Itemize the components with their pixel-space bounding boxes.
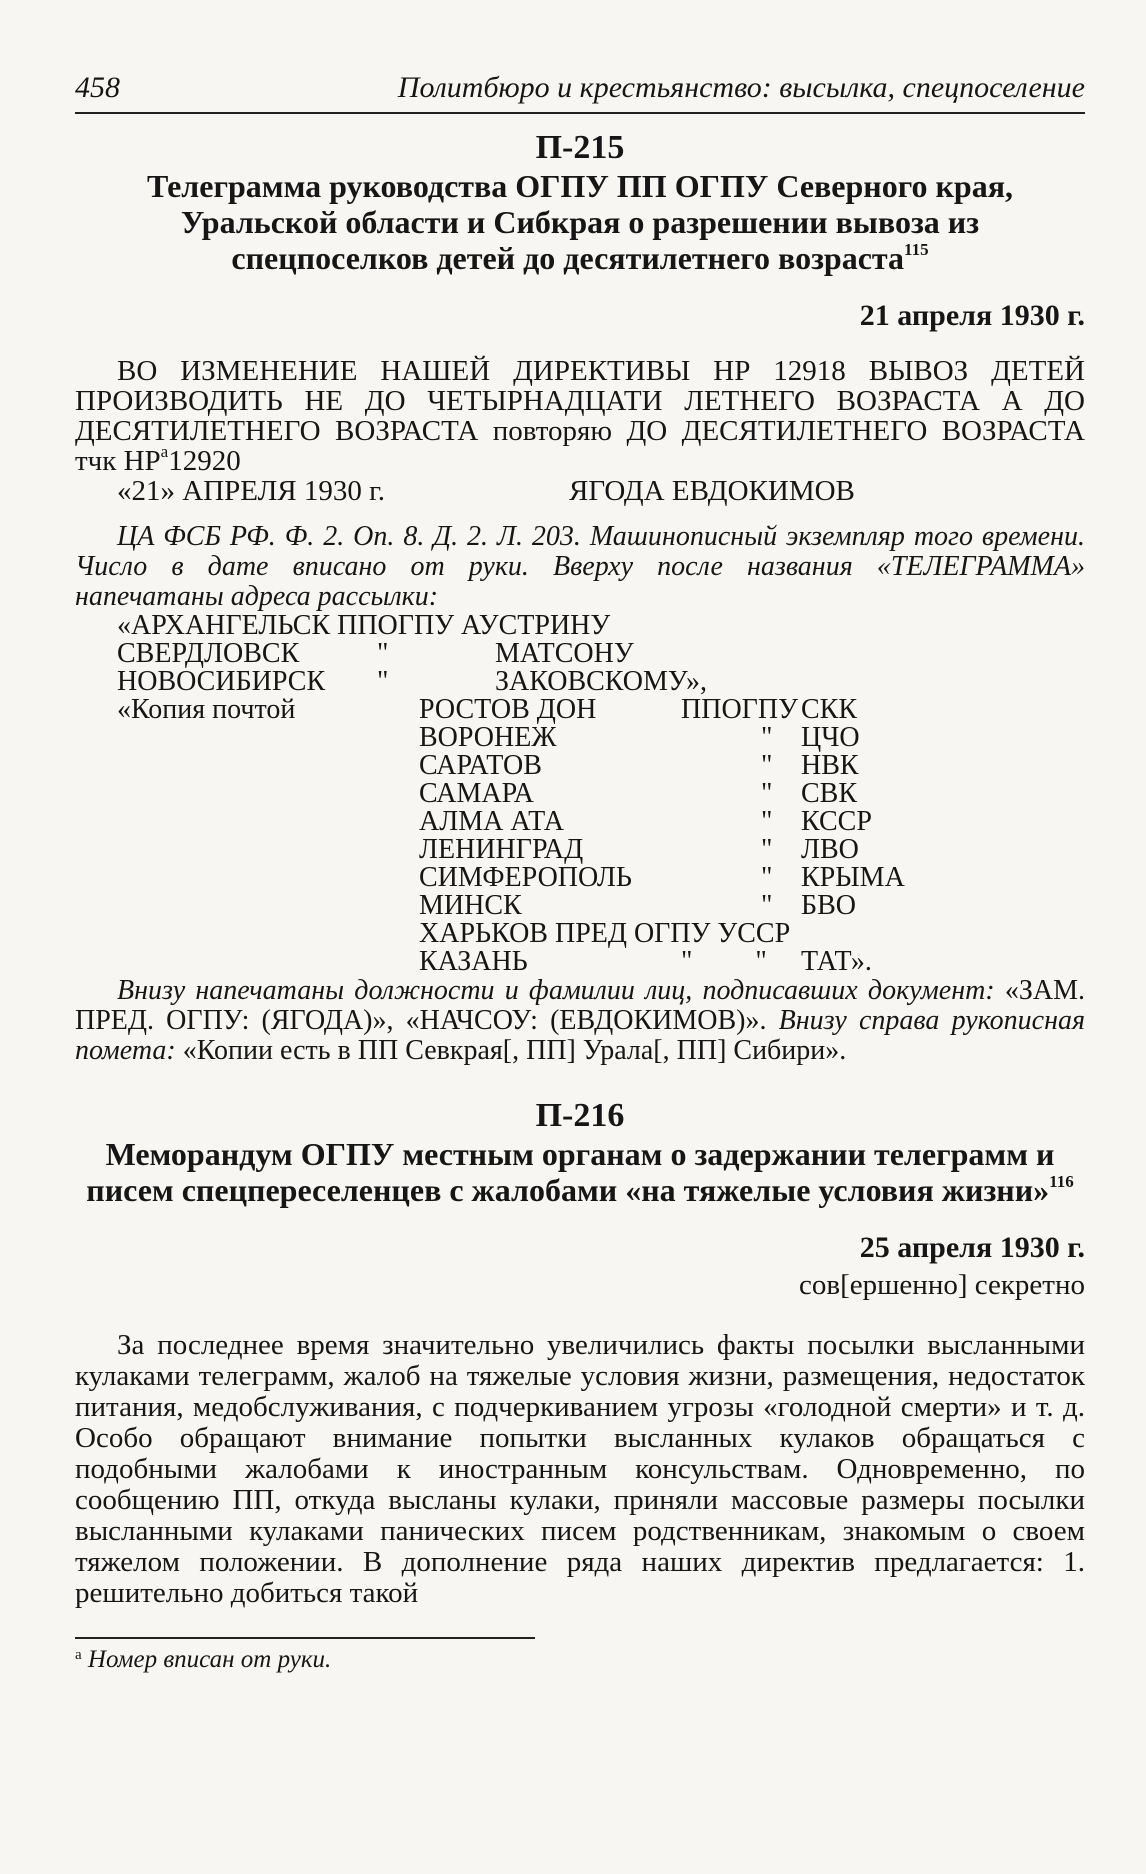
page-content xyxy=(75,70,1085,1678)
copy-row: САМАРА " СВК xyxy=(419,778,858,809)
address-row: НОВОСИБИРСК " ЗАКОВСКОМУ», xyxy=(117,666,707,697)
copy-row: АЛМА АТА " КССР xyxy=(419,806,872,837)
doc-216-date: 25 апреля 1930 г. xyxy=(859,1231,1085,1264)
copy-row: ХАРЬКОВ ПРЕД ОГПУ УССР xyxy=(419,918,791,949)
footnote-ref-116: 116 xyxy=(1049,1172,1074,1192)
copy-row: ВОРОНЕЖ " ЦЧО xyxy=(419,722,860,753)
copy-list xyxy=(75,696,1085,976)
footnote-mark-a: а xyxy=(160,442,169,462)
address-row: «АРХАНГЕЛЬСК ППОГПУ АУСТРИНУ xyxy=(117,610,611,641)
address-list xyxy=(75,612,1085,696)
footnote-rule xyxy=(75,1637,535,1639)
doc-215-date: 21 апреля 1930 г. xyxy=(859,299,1085,332)
doc-215-number: П-215 xyxy=(535,129,625,166)
sign-names: ЯГОДА ЕВДОКИМОВ xyxy=(569,475,855,507)
sign-date: «21» АПРЕЛЯ 1930 г. xyxy=(117,475,385,507)
copy-row: СИМФЕРОПОЛЬ " КРЫМА xyxy=(419,862,905,893)
copy-row: ЛЕНИНГРАД " ЛВО xyxy=(419,834,859,865)
doc-216-title: Меморандум ОГПУ местным органам о задержании телеграмм и писем спецпереселенцев с жалобами «на тяжелые условия жизни»$^{116}$ xyxy=(86,1136,1074,1208)
footnote-ref-115: 115 xyxy=(904,240,929,260)
page-number: 458 xyxy=(75,71,120,104)
copy-row: МИНСК " БВО xyxy=(419,890,856,921)
address-row: СВЕРДЛОВСК " МАТСОНУ xyxy=(117,638,634,669)
running-title: Политбюро и крестьянство: высылка, спецпоселение xyxy=(397,71,1085,104)
copy-row: «Копия почтой РОСТОВ ДОН ППОГПУ СКК xyxy=(117,694,858,725)
classification-stamp: сов[ершенно] секретно xyxy=(799,1269,1085,1301)
doc-216-number: П-216 xyxy=(535,1097,625,1134)
telegram-text: ВО ИЗМЕНЕНИЕ НАШЕЙ ДИРЕКТИВЫ НР 12918 ВЫВОЗ ДЕТЕЙ ПРОИЗВОДИТЬ НЕ ДО ЧЕТЫРНАДЦАТИ ЛЕТНЕГО ВОЗРАСТА А ДО ДЕСЯТИЛЕТНЕГО ВОЗРАСТА повторяю ДО ДЕСЯТИЛЕТНЕГО ВОЗРАСТА тчк $НР^а12920$ xyxy=(75,355,1085,477)
telegram-signature xyxy=(75,476,1085,506)
signatories-note: Внизу напечатаны должности и фамилии лиц, подписавших документ: «ЗАМ. ПРЕД. ОГПУ: (ЯГОДА)», «НАЧСОУ: (ЕВДОКИМОВ)». Внизу справа рукописная помета: «Копии есть в ПП Севкрая[, ПП] Урала[, ПП] Сибири». xyxy=(75,975,1086,1066)
copy-row: КАЗАНЬ " " ТАТ». xyxy=(419,946,872,977)
running-header xyxy=(75,70,1085,114)
footnote: $^а$ Номер вписан от руки. xyxy=(75,1646,332,1673)
memorandum-body: За последнее время значительно увеличились факты посылки высланными кулаками телеграмм, жалоб на тяжелые условия жизни, размещения, недостаток питания, медобслуживания, с подчеркиванием угрозы «голодной смерти» и т. д. Особо обращают внимание попытки высланных кулаков обращаться с подобными жалобами к иностранным консульствам. Одновременно, по сообщению ПП, откуда высланы кулаки, приняли массовые размеры посылки высланными кулаками панических писем родственникам, знакомым о своем тяжелом положении. В дополнение ряда наших директив предлагается: 1. решительно добиться такой xyxy=(75,1329,1085,1609)
archive-note: ЦА ФСБ РФ. Ф. 2. Оп. 8. Д. 2. Л. 203. Машинописный экземпляр того времени. Число в дате вписано от руки. Вверху после названия «ТЕЛЕГРАММА» напечатаны адреса рассылки: xyxy=(75,521,1085,612)
copy-row: САРАТОВ " НВК xyxy=(419,750,859,781)
doc-215-title: Телеграмма руководства ОГПУ ПП ОГПУ Северного края, Уральской области и Сибкрая о разрешении вывоза из спецпоселков детей до десятилетнего возраста$^{115}$ xyxy=(146,168,1014,276)
